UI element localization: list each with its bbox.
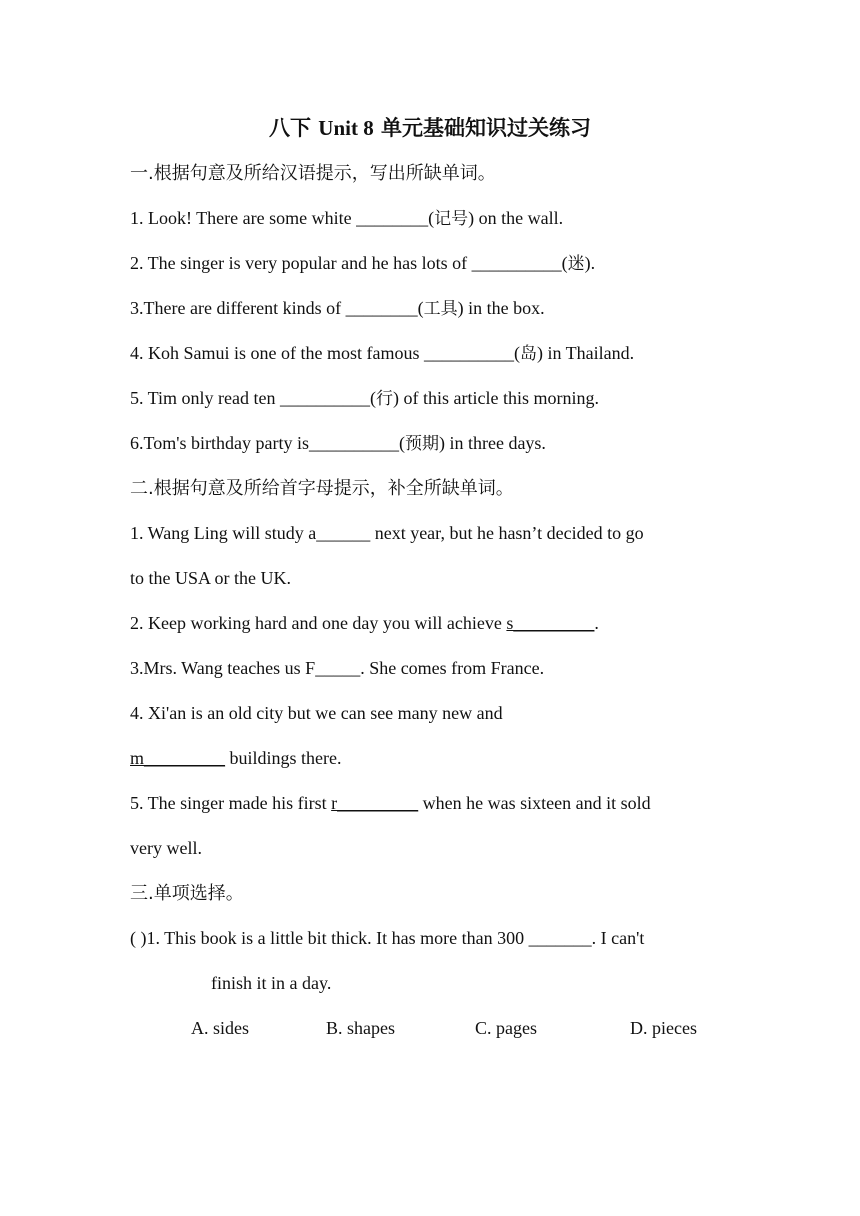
section1-question-5 <box>130 386 599 411</box>
answer-blank: m_________ <box>130 748 226 768</box>
section2-question-3: 3.Mrs. Wang teaches us F_____. She comes from France. <box>130 658 545 678</box>
q-text-after: . <box>594 613 599 633</box>
answer-blank: s_________ <box>506 613 595 633</box>
answer-blank: r_________ <box>331 793 419 813</box>
q-text-before: 2. The singer is very popular and he has lots of __________( <box>130 253 568 273</box>
section3-question-1-line1: ( )1. This book is a little bit thick. It has more than 300 _______. I can't <box>130 928 645 948</box>
section2-question-5-line1 <box>130 791 651 815</box>
q-text-before: 1. Look! There are some white ________( <box>130 208 435 228</box>
q-text-after: buildings there. <box>225 748 342 768</box>
section2-question-1-line1: 1. Wang Ling will study a______ next year, but he hasn’t decided to go <box>130 523 644 543</box>
q-text-after: ) in three days. <box>438 433 546 453</box>
q-text-after: ) on the wall. <box>468 208 564 228</box>
option-d: D. pieces <box>630 1018 697 1038</box>
q-text-after: ) of this article this morning. <box>393 388 599 408</box>
section1-question-1 <box>130 206 563 231</box>
q-text-after: ). <box>584 253 596 273</box>
q-text-after: ) in the box. <box>457 298 545 318</box>
chinese-hint: 工具 <box>423 299 458 319</box>
q-text-before: 6.Tom's birthday party is__________( <box>130 433 405 453</box>
section3-question-1-line2: finish it in a day. <box>211 973 332 993</box>
section1-heading: 一.根据句意及所给汉语提示，写出所缺单词。 <box>130 163 496 184</box>
section2-question-5-line2: very well. <box>130 838 202 858</box>
option-b: B. shapes <box>326 1018 395 1038</box>
section1-question-2 <box>130 251 595 276</box>
option-c: C. pages <box>475 1018 537 1038</box>
chinese-hint: 记号 <box>434 209 469 229</box>
title-prefix: 八下 <box>268 116 319 140</box>
section2-heading: 二.根据句意及所给首字母提示，补全所缺单词。 <box>130 478 514 499</box>
section2-question-4-line2 <box>130 746 342 770</box>
q-text-before: 5. Tim only read ten __________( <box>130 388 376 408</box>
chinese-hint: 岛 <box>519 344 537 364</box>
section2-question-4-line1: 4. Xi'an is an old city but we can see many new and <box>130 703 503 723</box>
section2-question-2 <box>130 611 599 635</box>
q-text-before: 3.There are different kinds of ________( <box>130 298 424 318</box>
chinese-hint: 迷 <box>567 254 585 274</box>
title-suffix: 单元基础知识过关练习 <box>373 116 592 140</box>
section1-question-4 <box>130 341 634 366</box>
section3-heading: 三.单项选择。 <box>130 883 244 904</box>
chinese-hint: 行 <box>376 389 393 409</box>
section1-question-3 <box>130 296 545 321</box>
q-text-after: when he was sixteen and it sold <box>418 793 651 813</box>
q-text-before: 5. The singer made his first <box>130 793 332 813</box>
chinese-hint: 预期 <box>404 434 439 454</box>
section2-question-1-line2: to the USA or the UK. <box>130 568 291 588</box>
title-unit: Unit 8 <box>318 116 374 140</box>
option-a: A. sides <box>191 1018 249 1038</box>
section1-question-6 <box>130 431 546 456</box>
q-text-before: 4. Koh Samui is one of the most famous __________( <box>130 343 520 363</box>
page-title <box>0 112 860 142</box>
q-text-before: 2. Keep working hard and one day you will achieve <box>130 613 507 633</box>
q-text-after: ) in Thailand. <box>536 343 635 363</box>
